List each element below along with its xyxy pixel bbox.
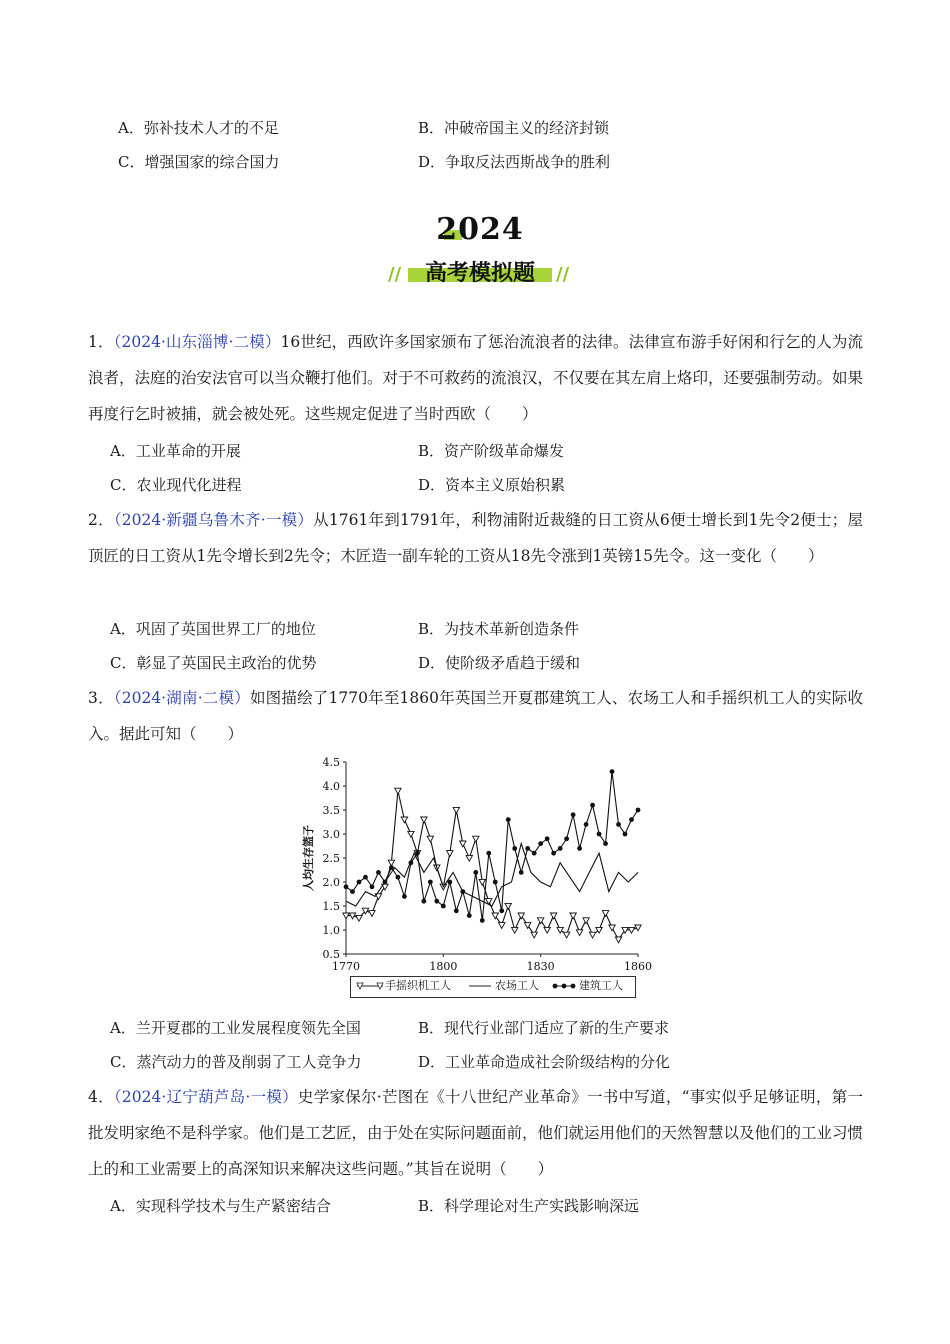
legend-label-farm: 农场工人 bbox=[495, 979, 539, 992]
data-point-handloom bbox=[388, 860, 394, 866]
chart-legend bbox=[350, 976, 636, 998]
data-point-building bbox=[584, 822, 589, 827]
data-point-building bbox=[577, 846, 582, 851]
y-tick-label: 3.0 bbox=[322, 828, 340, 841]
data-point-building bbox=[396, 875, 401, 880]
q1-option-a: A．工业革命的开展 bbox=[110, 442, 241, 460]
data-point-handloom bbox=[460, 841, 466, 847]
data-point-building bbox=[545, 836, 550, 841]
data-point-building bbox=[499, 908, 504, 913]
prev-option-a: A．弥补技术人才的不足 bbox=[118, 119, 279, 137]
q1-option-d: D．资本主义原始积累 bbox=[418, 476, 566, 494]
data-point-building bbox=[603, 841, 608, 846]
legend-swatch-farm bbox=[467, 977, 493, 1001]
income-chart bbox=[292, 752, 662, 977]
data-point-handloom bbox=[602, 911, 608, 917]
x-tick-label: 1770 bbox=[332, 960, 360, 973]
data-point-building bbox=[506, 817, 511, 822]
banner-slash-left: // bbox=[388, 264, 402, 285]
data-point-handloom bbox=[356, 915, 362, 921]
data-point-building bbox=[532, 851, 537, 856]
data-point-handloom bbox=[427, 836, 433, 842]
question-number: 2． bbox=[88, 511, 114, 529]
q2-option-d: D．使阶级矛盾趋于缓和 bbox=[418, 654, 581, 672]
q1-option-b: B．资产阶级革命爆发 bbox=[418, 442, 565, 460]
data-point-handloom bbox=[512, 927, 518, 933]
q1-option-c: C．农业现代化进程 bbox=[110, 476, 242, 494]
y-tick-label: 3.5 bbox=[322, 804, 340, 817]
q3-option-d: D．工业革命造成社会阶级结构的分化 bbox=[418, 1053, 671, 1071]
data-point-handloom bbox=[453, 807, 459, 813]
q3-option-c: C．蒸汽动力的普及削弱了工人竞争力 bbox=[110, 1053, 362, 1071]
banner-slash-right: // bbox=[556, 264, 570, 285]
banner-subtitle: 高考模拟题 bbox=[424, 261, 535, 286]
data-point-building bbox=[434, 899, 439, 904]
data-point-building bbox=[415, 851, 420, 856]
data-point-building bbox=[370, 884, 375, 889]
legend-label-handloom: 手摇织机工人 bbox=[385, 979, 451, 992]
prev-option-d: D．争取反法西斯战争的胜利 bbox=[418, 153, 611, 171]
data-point-handloom bbox=[544, 927, 550, 933]
data-point-building bbox=[610, 769, 615, 774]
data-point-handloom bbox=[615, 937, 621, 943]
data-point-building bbox=[616, 822, 621, 827]
data-point-handloom bbox=[492, 913, 498, 919]
data-point-building bbox=[376, 870, 381, 875]
y-tick-label: 1.0 bbox=[322, 924, 340, 937]
y-axis-label: 人均生存篮子 bbox=[302, 825, 315, 891]
x-tick-label: 1830 bbox=[526, 960, 555, 973]
data-point-handloom bbox=[563, 932, 569, 938]
y-tick-label: 2.0 bbox=[322, 876, 340, 889]
q2-option-a: A．巩固了英国世界工厂的地位 bbox=[110, 620, 316, 638]
data-point-building bbox=[460, 889, 465, 894]
data-point-building bbox=[467, 913, 472, 918]
question-1 bbox=[88, 324, 863, 432]
data-point-handloom bbox=[531, 932, 537, 938]
data-point-handloom bbox=[609, 925, 615, 931]
section-banner bbox=[380, 212, 580, 292]
data-point-handloom bbox=[583, 918, 589, 924]
series-line-1 bbox=[346, 844, 638, 906]
data-point-building bbox=[421, 899, 426, 904]
data-point-building bbox=[350, 889, 355, 894]
data-point-handloom bbox=[401, 817, 407, 823]
question-source: （2024·湖南·二模） bbox=[113, 689, 250, 707]
data-point-handloom bbox=[570, 913, 576, 919]
data-point-building bbox=[357, 880, 362, 885]
data-point-building bbox=[538, 841, 543, 846]
y-tick-label: 1.5 bbox=[322, 900, 340, 913]
series-line-2 bbox=[346, 772, 638, 921]
question-text: 如图描绘了1770年至1860年英国兰开夏郡建筑工人、农场工人和手摇织机工人的实际收入。据此可知（ ） bbox=[88, 689, 863, 743]
data-point-building bbox=[590, 803, 595, 808]
question-text: 史学家保尔·芒图在《十八世纪产业革命》一书中写道，“事实似乎足够证明，第一批发明家绝不是科学家。他们是工艺匠，由于处在实际问题面前，他们就运用他们的天然智慧以及他们的工业习惯上的和工业需要上的高深知识来解决这些问题。”其旨在说明（ ） bbox=[88, 1088, 864, 1178]
prev-option-c: C．增强国家的综合国力 bbox=[118, 153, 280, 171]
data-point-building bbox=[623, 832, 628, 837]
data-point-handloom bbox=[479, 879, 485, 885]
data-point-building bbox=[408, 860, 413, 865]
data-point-handloom bbox=[466, 855, 472, 861]
data-point-building bbox=[428, 880, 433, 885]
question-number: 4． bbox=[88, 1088, 114, 1106]
data-point-building bbox=[551, 851, 556, 856]
data-point-handloom bbox=[421, 817, 427, 823]
data-point-building bbox=[363, 875, 368, 880]
x-tick-label: 1800 bbox=[429, 960, 458, 973]
prev-option-b: B．冲破帝国主义的经济封锁 bbox=[418, 119, 610, 137]
legend-swatch-building bbox=[551, 977, 577, 1001]
data-point-handloom bbox=[576, 930, 582, 936]
y-tick-label: 2.5 bbox=[322, 852, 340, 865]
q4-option-b: B．科学理论对生产实践影响深远 bbox=[418, 1197, 640, 1215]
question-number: 1． bbox=[88, 333, 114, 351]
data-point-building bbox=[571, 812, 576, 817]
q2-option-b: B．为技术革新创造条件 bbox=[418, 620, 580, 638]
y-tick-label: 0.5 bbox=[322, 948, 340, 961]
data-point-handloom bbox=[499, 923, 505, 929]
data-point-handloom bbox=[473, 836, 479, 842]
question-source: （2024·新疆乌鲁木齐·一模） bbox=[113, 511, 314, 529]
data-point-building bbox=[383, 880, 388, 885]
data-point-building bbox=[486, 851, 491, 856]
banner-year: 2024 bbox=[436, 212, 524, 247]
q3-option-a: A．兰开夏郡的工业发展程度领先全国 bbox=[110, 1019, 361, 1037]
data-point-building bbox=[558, 846, 563, 851]
data-point-building bbox=[564, 836, 569, 841]
data-point-building bbox=[454, 908, 459, 913]
question-source: （2024·山东淄博·二模） bbox=[113, 333, 281, 351]
data-point-building bbox=[629, 817, 634, 822]
data-point-handloom bbox=[589, 932, 595, 938]
x-tick-label: 1860 bbox=[624, 960, 652, 973]
data-point-handloom bbox=[505, 903, 511, 909]
data-point-building bbox=[447, 880, 452, 885]
data-point-building bbox=[473, 870, 478, 875]
data-point-building bbox=[597, 832, 602, 837]
data-point-building bbox=[525, 846, 530, 851]
data-point-building bbox=[402, 894, 407, 899]
data-point-building bbox=[512, 846, 517, 851]
question-2 bbox=[88, 502, 863, 574]
y-tick-label: 4.5 bbox=[322, 756, 340, 769]
data-point-handloom bbox=[447, 851, 453, 857]
question-source: （2024·辽宁葫芦岛·一模） bbox=[113, 1088, 298, 1106]
data-point-building bbox=[441, 904, 446, 909]
question-4 bbox=[88, 1079, 863, 1187]
question-text: 16世纪，西欧许多国家颁布了惩治流浪者的法律。法律宣布游手好闲和行乞的人为流浪者，法庭的治安法官可以当众鞭打他们。对于不可救药的流浪汉，不仅要在其左肩上烙印，还要强制劳动。如果再度行乞时被捕，就会被处死。这些规定促进了当时西欧（ ） bbox=[88, 333, 864, 423]
question-number: 3． bbox=[88, 689, 114, 707]
q4-option-a: A．实现科学技术与生产紧密结合 bbox=[110, 1197, 331, 1215]
data-point-building bbox=[480, 918, 485, 923]
legend-swatch-handloom bbox=[355, 977, 385, 1001]
data-point-handloom bbox=[395, 788, 401, 794]
data-point-building bbox=[519, 870, 524, 875]
data-point-building bbox=[389, 865, 394, 870]
y-tick-label: 4.0 bbox=[322, 780, 340, 793]
data-point-handloom bbox=[369, 911, 375, 917]
question-3 bbox=[88, 680, 863, 752]
data-point-handloom bbox=[550, 913, 556, 919]
q2-option-c: C．彰显了英国民主政治的优势 bbox=[110, 654, 317, 672]
data-point-building bbox=[636, 808, 641, 813]
data-point-handloom bbox=[408, 831, 414, 837]
data-point-building bbox=[493, 880, 498, 885]
legend-label-building: 建筑工人 bbox=[579, 979, 623, 992]
data-point-building bbox=[344, 884, 349, 889]
q3-option-b: B．现代行业部门适应了新的生产要求 bbox=[418, 1019, 670, 1037]
question-text: 从1761年到1791年，利物浦附近裁缝的日工资从6便士增长到1先令2便士；屋顶匠的日工资从1先令增长到2先令；木匠造一副车轮的工资从18先令涨到1英镑15先令。这一变化（ ） bbox=[88, 511, 863, 565]
